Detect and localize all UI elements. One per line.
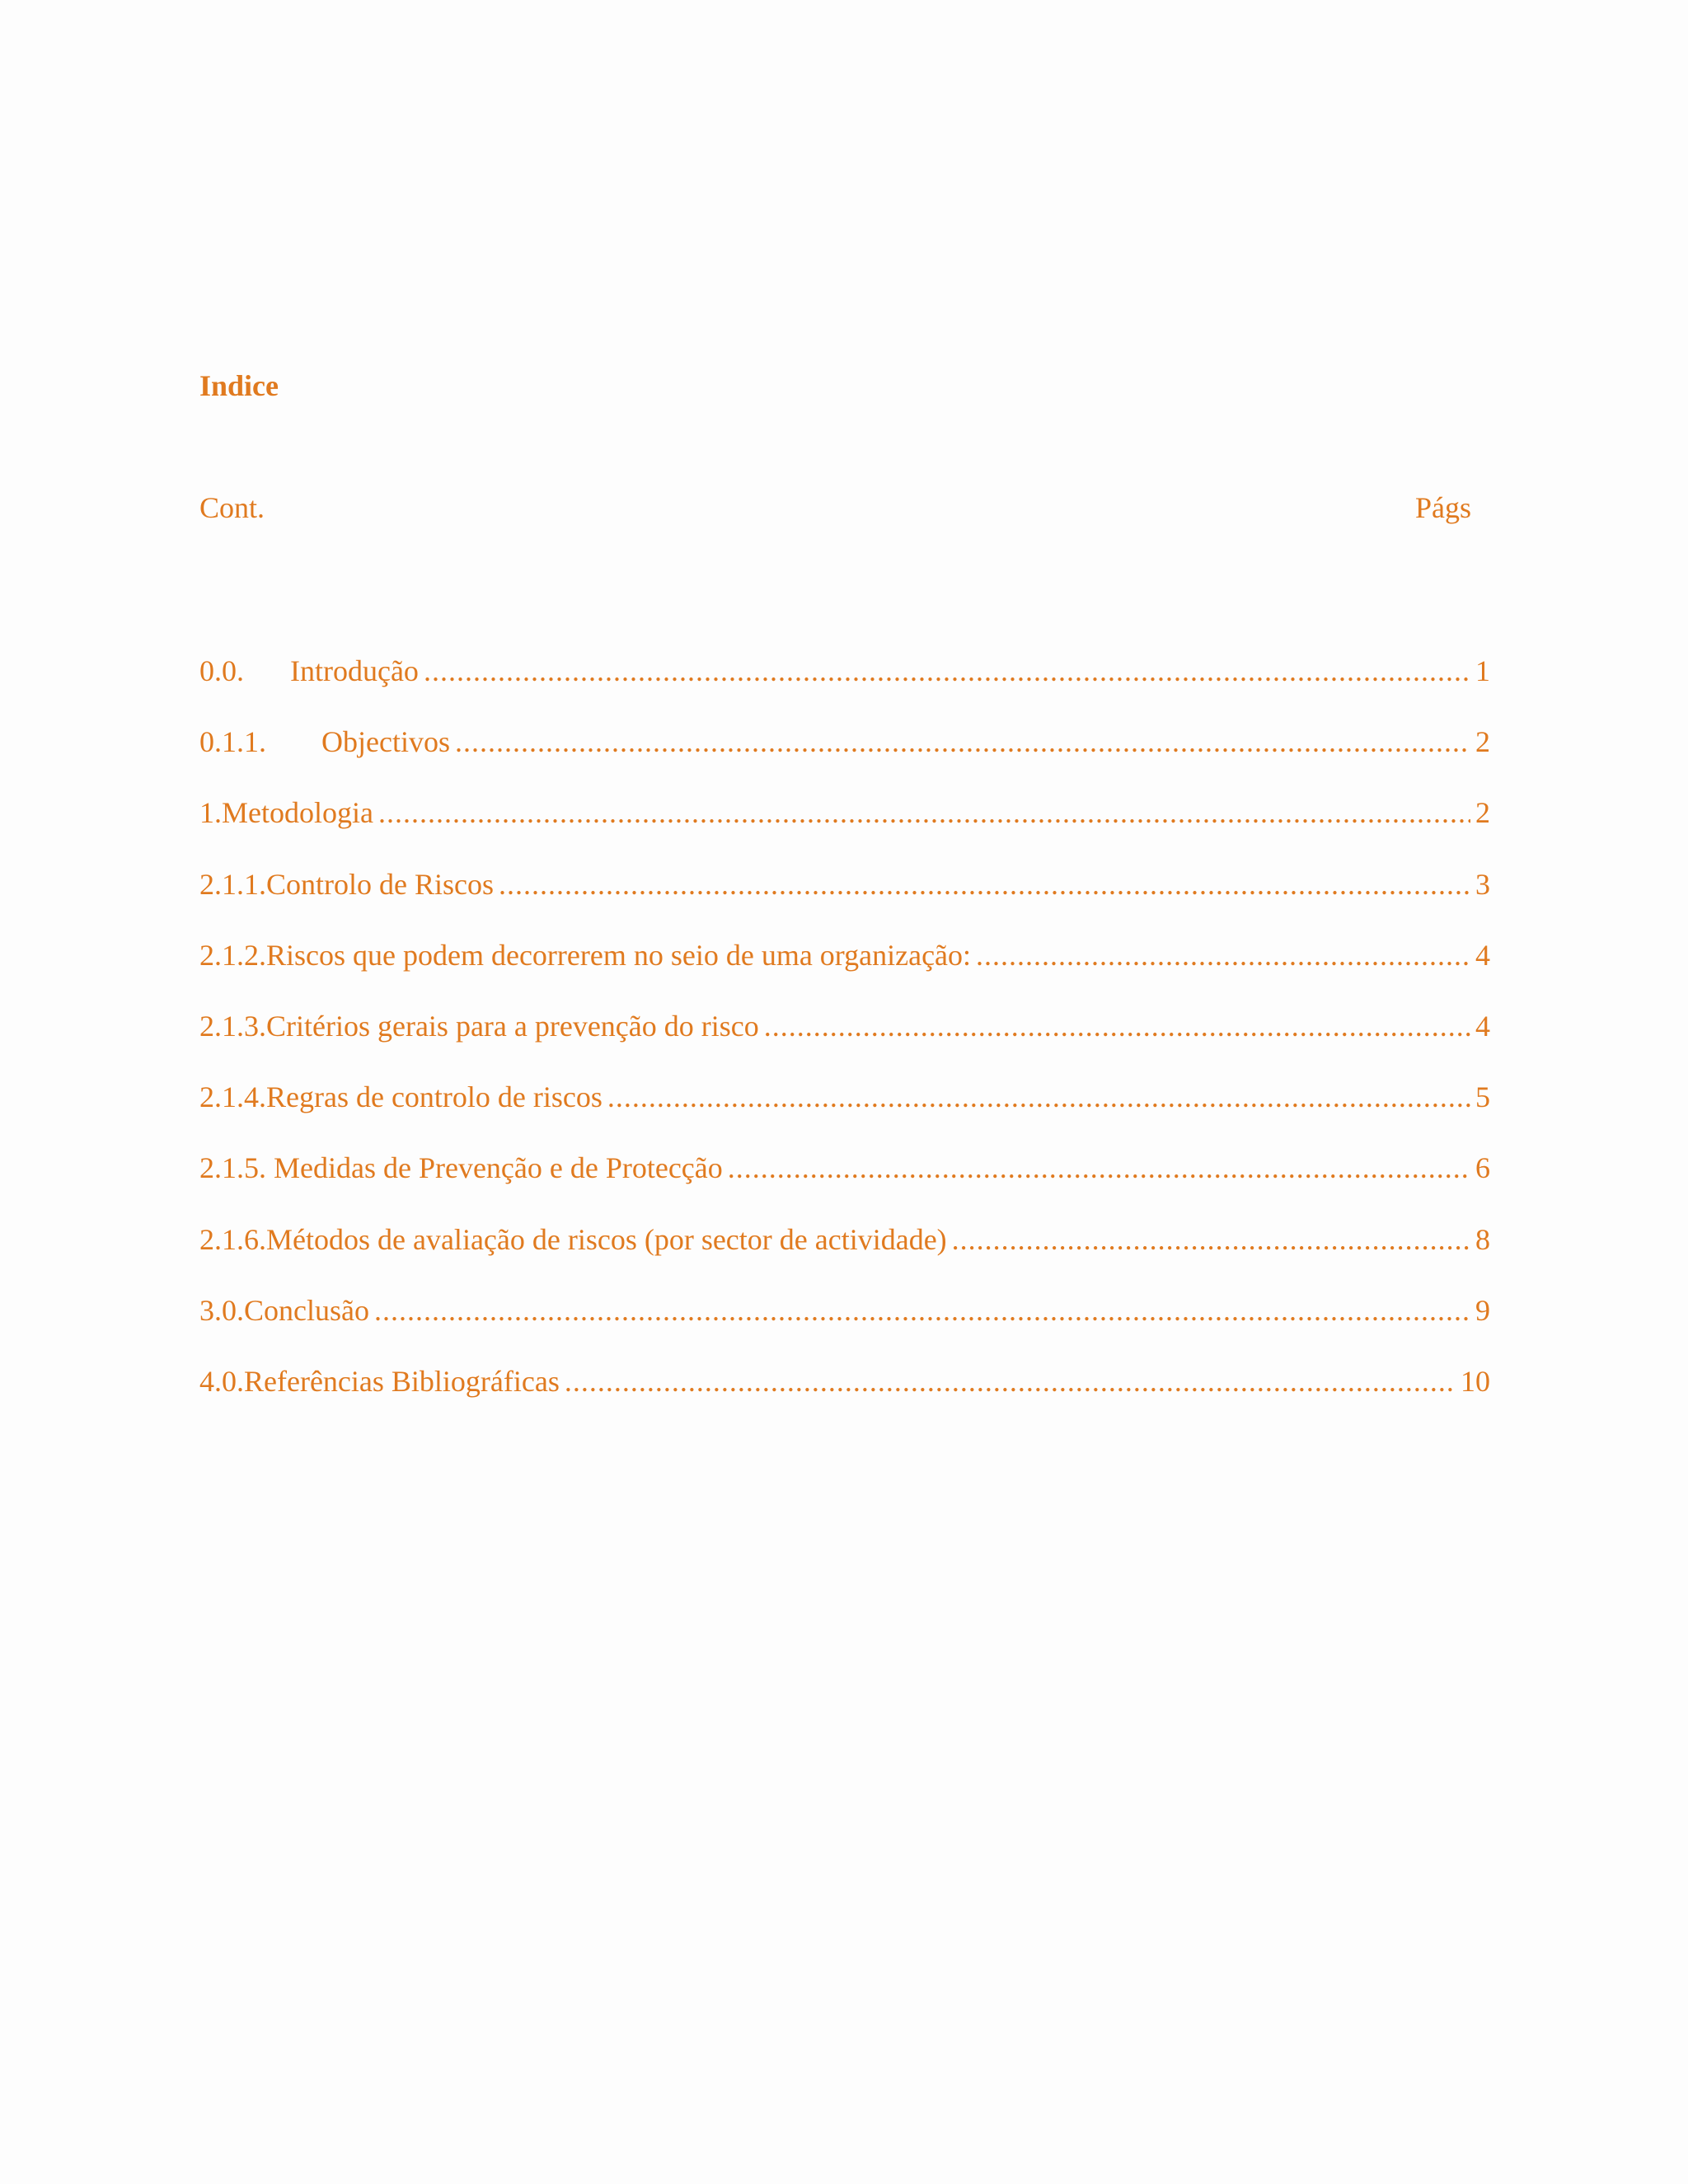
contents-column-header: Cont.: [199, 491, 265, 524]
toc-dot-leader: [424, 653, 1470, 689]
toc-entry-page: 2: [1475, 725, 1490, 759]
toc-entry[interactable]: [199, 653, 1490, 724]
toc-entry[interactable]: [199, 1292, 1490, 1363]
toc-entry-page: 9: [1475, 1293, 1490, 1327]
toc-entry-page: 10: [1461, 1364, 1490, 1398]
toc-entry-page: 8: [1475, 1222, 1490, 1256]
toc-entry[interactable]: [199, 724, 1490, 794]
toc-entry-page: 4: [1475, 938, 1490, 972]
toc-entry-label: 2.1.4.Regras de controlo de riscos: [199, 1080, 603, 1114]
toc-entry-number: 0.0.: [199, 654, 244, 687]
toc-dot-leader: [607, 1079, 1470, 1115]
toc-entry-label: 2.1.2.Riscos que podem decorrerem no seio de uma organização:: [199, 938, 972, 972]
toc-entry[interactable]: [199, 1150, 1490, 1221]
toc-entry-label: 3.0.Conclusão: [199, 1293, 369, 1327]
toc-dot-leader: [976, 937, 1470, 973]
toc-entry-label: 2.1.1.Controlo de Riscos: [199, 867, 494, 901]
toc-entry-page: 3: [1475, 867, 1490, 901]
toc-entry[interactable]: [199, 866, 1490, 937]
toc-dot-leader: [728, 1150, 1470, 1186]
toc-entry-label: 2.1.6.Métodos de avaliação de riscos (por sector de actividade): [199, 1222, 947, 1256]
toc-dot-leader: [565, 1363, 1456, 1399]
toc-entry[interactable]: [199, 1363, 1490, 1434]
toc-dot-leader: [499, 866, 1470, 902]
toc-dot-leader: [455, 724, 1470, 760]
toc-dot-leader: [952, 1221, 1470, 1258]
toc-dot-leader: [378, 794, 1470, 831]
toc-entry-label: 1.Metodologia: [199, 796, 373, 830]
pages-column-header: Págs: [1415, 491, 1472, 524]
index-heading: Indice: [199, 369, 279, 402]
toc-entry-label: Objectivos: [321, 725, 450, 759]
toc-entry-label: Introdução: [290, 654, 419, 687]
toc-entry[interactable]: [199, 937, 1490, 1008]
toc-dot-leader: [374, 1292, 1470, 1329]
toc-entry-label: 4.0.Referências Bibliográficas: [199, 1364, 560, 1398]
toc-entry[interactable]: [199, 1079, 1490, 1150]
table-of-contents: [199, 653, 1490, 1434]
toc-entry-page: 4: [1475, 1009, 1490, 1043]
toc-entry-label: 2.1.5. Medidas de Prevenção e de Protecção: [199, 1151, 723, 1185]
toc-dot-leader: [764, 1008, 1470, 1044]
toc-entry-page: 1: [1475, 654, 1490, 687]
toc-entry-label: 2.1.3.Critérios gerais para a prevenção do risco: [199, 1009, 759, 1043]
toc-entry-number: 0.1.1.: [199, 725, 266, 759]
toc-entry-page: 6: [1475, 1151, 1490, 1185]
toc-entry-page: 5: [1475, 1080, 1490, 1114]
toc-entry[interactable]: [199, 1008, 1490, 1079]
toc-entry-page: 2: [1475, 796, 1490, 830]
toc-entry[interactable]: [199, 1221, 1490, 1292]
toc-entry[interactable]: [199, 794, 1490, 865]
